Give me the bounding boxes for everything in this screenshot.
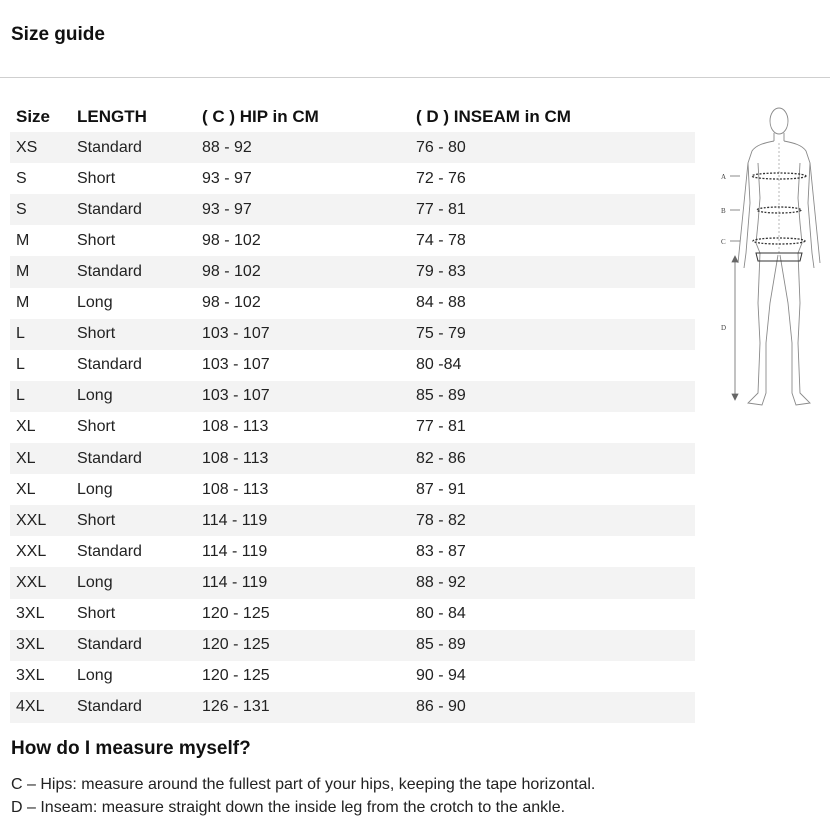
header-divider	[0, 77, 830, 78]
cell-length: Long	[77, 480, 113, 498]
cell-inseam: 77 - 81	[410, 194, 695, 225]
table-row	[10, 599, 695, 630]
table-row	[10, 412, 695, 443]
cell-hip: 120 - 125	[196, 630, 410, 661]
cell-hip: 108 - 113	[202, 480, 269, 498]
cell-length: Short	[77, 231, 116, 249]
cell-hip: 114 - 119	[202, 542, 268, 560]
size-table	[10, 101, 695, 723]
cell-inseam: 78 - 82	[410, 505, 695, 536]
cell-size: XS	[10, 132, 71, 163]
cell-length: Short	[77, 169, 116, 187]
cell-inseam: 80 - 84	[416, 605, 466, 623]
cell-size: S	[16, 169, 27, 187]
cell-length: Short	[71, 505, 196, 536]
cell-length: Long	[77, 667, 113, 685]
cell-inseam: 88 - 92	[410, 567, 695, 598]
table-row	[10, 256, 695, 287]
cell-inseam: 74 - 78	[416, 231, 466, 249]
table-row	[10, 288, 695, 319]
cell-hip: 98 - 102	[202, 231, 261, 249]
cell-length: Short	[71, 319, 196, 350]
table-row	[10, 630, 695, 661]
cell-inseam: 86 - 90	[410, 692, 695, 723]
table-row	[10, 536, 695, 567]
cell-hip: 93 - 97	[196, 194, 410, 225]
cell-hip: 114 - 119	[196, 505, 410, 536]
cell-length: Standard	[71, 692, 196, 723]
table-row	[10, 443, 695, 474]
column-header-hip: ( C ) HIP in CM	[202, 106, 319, 126]
cell-size: L	[10, 319, 71, 350]
cell-length: Standard	[71, 194, 196, 225]
table-row	[10, 225, 695, 256]
table-row	[10, 319, 695, 350]
cell-size: M	[16, 294, 30, 312]
figure-label-a: A	[721, 173, 727, 181]
measure-hips-instruction: C – Hips: measure around the fullest part of your hips, keeping the tape horizontal.	[11, 776, 596, 793]
table-row	[10, 381, 695, 412]
cell-length: Long	[71, 381, 196, 412]
cell-size: M	[16, 231, 30, 249]
cell-size: XXL	[10, 567, 71, 598]
cell-size: XXL	[16, 542, 47, 560]
table-row	[10, 505, 695, 536]
column-header-inseam: ( D ) INSEAM in CM	[416, 106, 571, 126]
table-row	[10, 661, 695, 692]
figure-label-d: D	[721, 324, 727, 332]
cell-size: L	[10, 381, 71, 412]
cell-hip: 88 - 92	[196, 132, 410, 163]
cell-length: Long	[71, 567, 196, 598]
cell-hip: 98 - 102	[202, 294, 261, 312]
table-row	[10, 350, 695, 381]
cell-size: 3XL	[10, 630, 71, 661]
cell-size: M	[10, 256, 71, 287]
cell-inseam: 87 - 91	[416, 480, 466, 498]
cell-hip: 120 - 125	[202, 667, 270, 685]
cell-size: XXL	[10, 505, 71, 536]
cell-length: Short	[77, 605, 116, 623]
cell-inseam: 90 - 94	[416, 667, 466, 685]
cell-length: Standard	[71, 132, 196, 163]
cell-length: Standard	[77, 356, 142, 374]
measure-inseam-instruction: D – Inseam: measure straight down the inside leg from the crotch to the ankle.	[11, 799, 566, 816]
cell-inseam: 75 - 79	[410, 319, 695, 350]
figure-label-b: B	[721, 207, 726, 215]
figure-label-c: C	[721, 238, 726, 246]
cell-hip: 93 - 97	[202, 169, 252, 187]
cell-inseam: 79 - 83	[410, 256, 695, 287]
cell-inseam: 83 - 87	[416, 542, 466, 560]
cell-length: Standard	[71, 256, 196, 287]
cell-length: Short	[77, 418, 116, 436]
cell-inseam: 85 - 89	[410, 381, 695, 412]
cell-inseam: 84 - 88	[416, 294, 466, 312]
cell-hip: 98 - 102	[196, 256, 410, 287]
table-row	[10, 692, 695, 723]
cell-size: XL	[10, 443, 71, 474]
cell-hip: 108 - 113	[196, 443, 410, 474]
table-row	[10, 163, 695, 194]
cell-length: Standard	[71, 630, 196, 661]
cell-length: Standard	[77, 542, 142, 560]
cell-hip: 126 - 131	[196, 692, 410, 723]
column-header-length: LENGTH	[77, 106, 147, 126]
cell-size: 3XL	[16, 667, 45, 685]
cell-inseam: 77 - 81	[416, 418, 466, 436]
cell-inseam: 82 - 86	[410, 443, 695, 474]
table-row	[10, 132, 695, 163]
cell-size: 3XL	[16, 605, 45, 623]
column-header-size: Size	[16, 106, 51, 126]
cell-inseam: 76 - 80	[410, 132, 695, 163]
cell-inseam: 72 - 76	[416, 169, 466, 187]
cell-hip: 103 - 107	[196, 381, 410, 412]
page-title: Size guide	[11, 24, 105, 45]
cell-size: XL	[16, 418, 36, 436]
table-header-row	[10, 101, 695, 132]
table-row	[10, 474, 695, 505]
body-outline-icon	[718, 103, 830, 415]
cell-size: S	[10, 194, 71, 225]
cell-length: Standard	[71, 443, 196, 474]
cell-hip: 114 - 119	[196, 567, 410, 598]
cell-hip: 120 - 125	[202, 605, 270, 623]
cell-hip: 103 - 107	[196, 319, 410, 350]
cell-inseam: 85 - 89	[410, 630, 695, 661]
measure-section-title: How do I measure myself?	[11, 738, 251, 759]
cell-inseam: 80 -84	[416, 356, 462, 374]
cell-size: 4XL	[10, 692, 71, 723]
cell-hip: 103 - 107	[202, 356, 270, 374]
cell-hip: 108 - 113	[202, 418, 269, 436]
cell-size: L	[16, 356, 25, 374]
cell-size: XL	[16, 480, 36, 498]
cell-length: Long	[77, 294, 113, 312]
body-measurement-figure	[718, 103, 830, 415]
table-row	[10, 194, 695, 225]
table-row	[10, 567, 695, 598]
